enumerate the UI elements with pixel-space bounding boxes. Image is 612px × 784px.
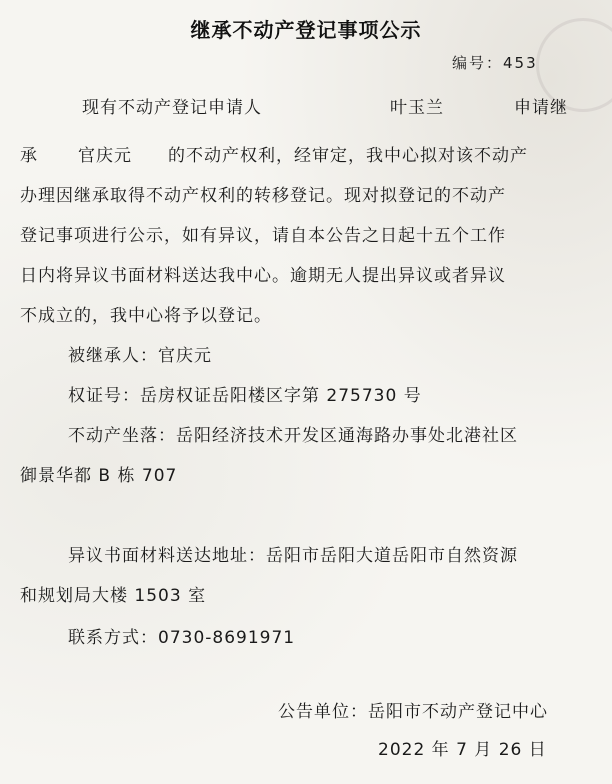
field-objection-address	[68, 541, 518, 566]
body-line-1-prefix: 现有不动产登记申请人	[82, 98, 262, 118]
issuer-label: 公告单位：	[278, 702, 368, 722]
body-line-3: 办理因继承取得不动产权利的转移登记。现对拟登记的不动产	[20, 186, 506, 206]
field-deceased	[68, 341, 212, 366]
body-line-1	[82, 93, 568, 118]
body-line-2	[20, 141, 528, 166]
field-certificate-label: 权证号：	[68, 386, 140, 406]
body-line-4: 登记事项进行公示，如有异议，请自本公告之日起十五个工作	[20, 226, 506, 246]
field-objection-address-value-2: 和规划局大楼 1503 室	[20, 586, 207, 606]
field-location-value-1: 岳阳经济技术开发区通海路办事处北港社区	[176, 426, 518, 446]
field-location-label: 不动产坐落：	[68, 426, 176, 446]
field-contact-label: 联系方式：	[68, 628, 158, 648]
notice-number-label: 编号：	[452, 54, 504, 72]
notice-number	[452, 52, 538, 73]
field-location	[68, 421, 518, 446]
notice-number-value: 453	[503, 54, 538, 72]
field-certificate	[68, 381, 422, 406]
field-objection-address-label: 异议书面材料送达地址：	[68, 546, 266, 566]
issuer-value: 岳阳市不动产登记中心	[368, 702, 548, 722]
body-line-2-prefix: 承	[20, 146, 38, 166]
body-line-6: 不成立的，我中心将予以登记。	[20, 306, 272, 326]
field-contact	[68, 623, 295, 648]
field-deceased-value: 官庆元	[158, 346, 212, 366]
field-objection-address-value-1: 岳阳市岳阳大道岳阳市自然资源	[266, 546, 518, 566]
body-line-5: 日内将异议书面材料送达我中心。逾期无人提出异议或者异议	[20, 266, 506, 286]
issuer	[278, 697, 548, 722]
notice-title: 继承不动产登记事项公示	[190, 18, 422, 42]
body-line-2-suffix: 的不动产权利，经审定，我中心拟对该不动产	[168, 146, 528, 166]
notice-date: 2022 年 7 月 26 日	[378, 740, 547, 760]
field-deceased-label: 被继承人：	[68, 346, 158, 366]
field-location-value-2: 御景华都 B 栋 707	[20, 466, 178, 486]
body-line-1-suffix: 申请继	[514, 98, 568, 118]
field-contact-value: 0730-8691971	[158, 628, 296, 648]
deceased-name-inline: 官庆元	[78, 146, 132, 166]
field-certificate-value: 岳房权证岳阳楼区字第 275730 号	[140, 386, 422, 406]
applicant-name: 叶玉兰	[390, 98, 444, 118]
